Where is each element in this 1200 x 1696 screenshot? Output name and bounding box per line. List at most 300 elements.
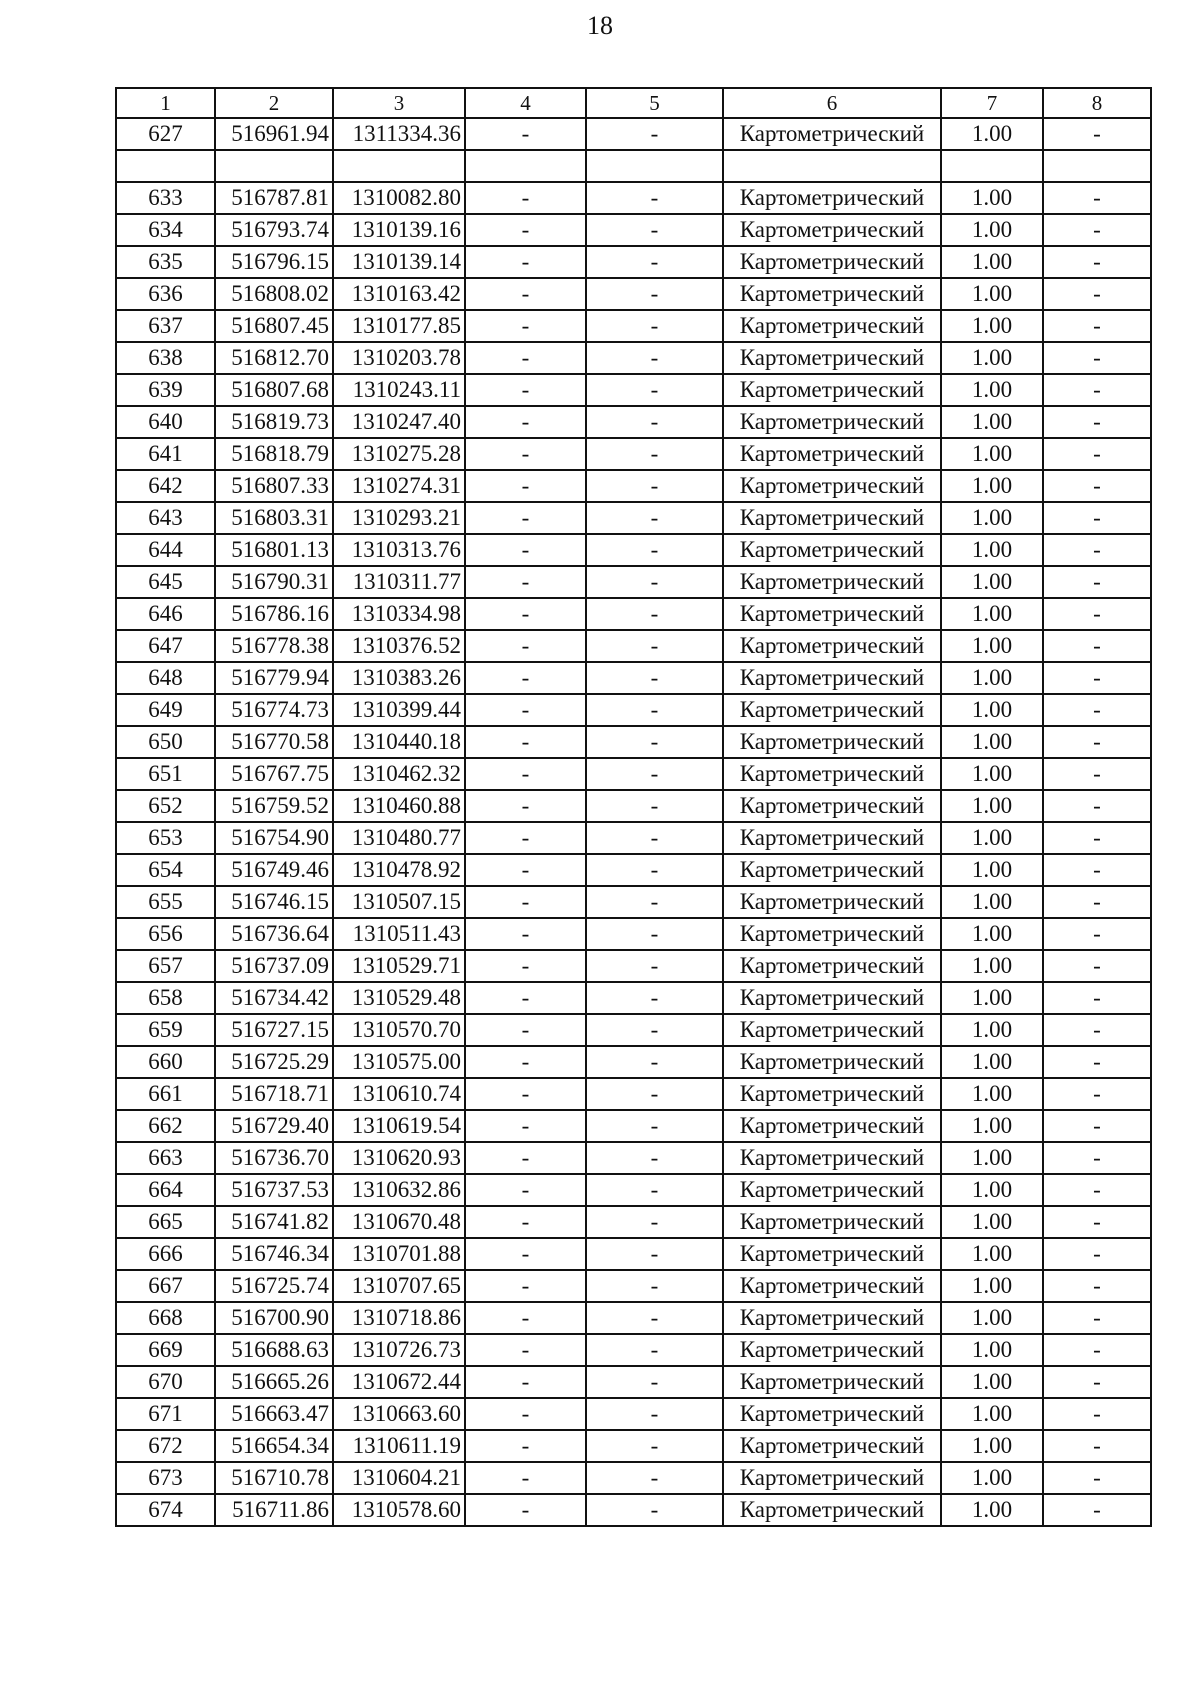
table-row (116, 982, 1151, 1014)
y-coordinate-cell: 1310376.52 (333, 630, 465, 662)
y-coordinate-cell: 1310275.28 (333, 438, 465, 470)
y-coordinate-cell: 1310529.48 (333, 982, 465, 1014)
accuracy-cell: 1.00 (941, 470, 1043, 502)
y-coordinate-cell: 1310139.16 (333, 214, 465, 246)
column-5-cell: - (586, 982, 723, 1014)
column-4-cell: - (465, 502, 586, 534)
method-cell: Картометрический (723, 310, 941, 342)
column-4-cell: - (465, 1494, 586, 1526)
column-8-cell: - (1043, 118, 1151, 150)
x-coordinate-cell: 516807.68 (215, 374, 333, 406)
point-number-cell (116, 150, 215, 182)
table-row (116, 278, 1151, 310)
table-row (116, 1302, 1151, 1334)
column-5-cell: - (586, 1174, 723, 1206)
accuracy-cell: 1.00 (941, 1366, 1043, 1398)
y-coordinate-cell: 1310243.11 (333, 374, 465, 406)
point-number-cell: 636 (116, 278, 215, 310)
column-5-cell: - (586, 470, 723, 502)
x-coordinate-cell: 516778.38 (215, 630, 333, 662)
y-coordinate-cell: 1310480.77 (333, 822, 465, 854)
method-cell: Картометрический (723, 1174, 941, 1206)
point-number-cell: 670 (116, 1366, 215, 1398)
column-8-cell: - (1043, 1110, 1151, 1142)
y-coordinate-cell: 1310570.70 (333, 1014, 465, 1046)
x-coordinate-cell: 516796.15 (215, 246, 333, 278)
table-row (116, 374, 1151, 406)
coordinates-table (115, 87, 1152, 1527)
column-header: 8 (1043, 88, 1151, 118)
accuracy-cell: 1.00 (941, 982, 1043, 1014)
column-5-cell: - (586, 1206, 723, 1238)
column-8-cell: - (1043, 1334, 1151, 1366)
header-row (116, 88, 1151, 118)
x-coordinate-cell: 516786.16 (215, 598, 333, 630)
column-4-cell: - (465, 1366, 586, 1398)
point-number-cell: 635 (116, 246, 215, 278)
point-number-cell: 674 (116, 1494, 215, 1526)
accuracy-cell: 1.00 (941, 1142, 1043, 1174)
column-5-cell: - (586, 534, 723, 566)
y-coordinate-cell: 1310726.73 (333, 1334, 465, 1366)
column-5-cell: - (586, 950, 723, 982)
column-8-cell: - (1043, 758, 1151, 790)
table-header (116, 88, 1151, 118)
table-row (116, 822, 1151, 854)
column-4-cell: - (465, 1014, 586, 1046)
table-row (116, 918, 1151, 950)
accuracy-cell: 1.00 (941, 758, 1043, 790)
method-cell: Картометрический (723, 854, 941, 886)
accuracy-cell: 1.00 (941, 630, 1043, 662)
x-coordinate-cell: 516767.75 (215, 758, 333, 790)
table-row (116, 534, 1151, 566)
accuracy-cell: 1.00 (941, 1046, 1043, 1078)
point-number-cell: 673 (116, 1462, 215, 1494)
point-number-cell: 660 (116, 1046, 215, 1078)
column-4-cell: - (465, 1270, 586, 1302)
column-8-cell: - (1043, 1462, 1151, 1494)
x-coordinate-cell: 516700.90 (215, 1302, 333, 1334)
column-5-cell: - (586, 1462, 723, 1494)
accuracy-cell: 1.00 (941, 822, 1043, 854)
column-4-cell: - (465, 182, 586, 214)
column-5-cell: - (586, 918, 723, 950)
method-cell: Картометрический (723, 374, 941, 406)
column-8-cell: - (1043, 630, 1151, 662)
accuracy-cell: 1.00 (941, 534, 1043, 566)
point-number-cell: 667 (116, 1270, 215, 1302)
table-row (116, 1462, 1151, 1494)
column-4-cell: - (465, 1206, 586, 1238)
method-cell: Картометрический (723, 1206, 941, 1238)
method-cell: Картометрический (723, 598, 941, 630)
y-coordinate-cell: 1310611.19 (333, 1430, 465, 1462)
y-coordinate-cell: 1310203.78 (333, 342, 465, 374)
point-number-cell: 657 (116, 950, 215, 982)
x-coordinate-cell: 516711.86 (215, 1494, 333, 1526)
table-row (116, 694, 1151, 726)
point-number-cell: 648 (116, 662, 215, 694)
column-5-cell: - (586, 1334, 723, 1366)
accuracy-cell: 1.00 (941, 374, 1043, 406)
table-row (116, 598, 1151, 630)
x-coordinate-cell: 516727.15 (215, 1014, 333, 1046)
column-8-cell: - (1043, 1430, 1151, 1462)
point-number-cell: 654 (116, 854, 215, 886)
column-4-cell: - (465, 854, 586, 886)
column-4-cell: - (465, 886, 586, 918)
x-coordinate-cell: 516759.52 (215, 790, 333, 822)
column-5-cell: - (586, 694, 723, 726)
accuracy-cell: 1.00 (941, 1238, 1043, 1270)
column-8-cell: - (1043, 1238, 1151, 1270)
table-row (116, 854, 1151, 886)
y-coordinate-cell: 1310293.21 (333, 502, 465, 534)
table-row (116, 1014, 1151, 1046)
table-row (116, 630, 1151, 662)
point-number-cell: 672 (116, 1430, 215, 1462)
column-8-cell: - (1043, 1078, 1151, 1110)
table-row (116, 1270, 1151, 1302)
point-number-cell: 639 (116, 374, 215, 406)
y-coordinate-cell: 1310247.40 (333, 406, 465, 438)
table-row (116, 662, 1151, 694)
column-8-cell: - (1043, 1398, 1151, 1430)
column-5-cell: - (586, 342, 723, 374)
column-4-cell: - (465, 1046, 586, 1078)
point-number-cell: 640 (116, 406, 215, 438)
column-5-cell: - (586, 182, 723, 214)
y-coordinate-cell: 1310383.26 (333, 662, 465, 694)
column-4-cell: - (465, 694, 586, 726)
method-cell: Картометрический (723, 822, 941, 854)
table-row (116, 1494, 1151, 1526)
column-8-cell: - (1043, 1270, 1151, 1302)
point-number-cell: 644 (116, 534, 215, 566)
method-cell: Картометрический (723, 182, 941, 214)
point-number-cell: 651 (116, 758, 215, 790)
column-4-cell: - (465, 1302, 586, 1334)
column-4-cell: - (465, 1462, 586, 1494)
column-8-cell: - (1043, 534, 1151, 566)
point-number-cell: 661 (116, 1078, 215, 1110)
column-4-cell: - (465, 214, 586, 246)
column-5-cell: - (586, 1430, 723, 1462)
column-8-cell: - (1043, 406, 1151, 438)
table-row (116, 886, 1151, 918)
column-8-cell: - (1043, 182, 1151, 214)
x-coordinate-cell: 516746.15 (215, 886, 333, 918)
column-4-cell: - (465, 566, 586, 598)
x-coordinate-cell: 516961.94 (215, 118, 333, 150)
y-coordinate-cell: 1310604.21 (333, 1462, 465, 1494)
method-cell: Картометрический (723, 118, 941, 150)
column-8-cell: - (1043, 662, 1151, 694)
point-number-cell: 665 (116, 1206, 215, 1238)
column-5-cell: - (586, 1110, 723, 1142)
x-coordinate-cell: 516688.63 (215, 1334, 333, 1366)
column-8-cell: - (1043, 214, 1151, 246)
method-cell: Картометрический (723, 1078, 941, 1110)
y-coordinate-cell: 1310334.98 (333, 598, 465, 630)
column-8-cell: - (1043, 566, 1151, 598)
x-coordinate-cell: 516807.45 (215, 310, 333, 342)
table-row (116, 1046, 1151, 1078)
accuracy-cell: 1.00 (941, 1078, 1043, 1110)
column-4-cell: - (465, 982, 586, 1014)
x-coordinate-cell: 516808.02 (215, 278, 333, 310)
column-8-cell: - (1043, 310, 1151, 342)
column-8-cell: - (1043, 1302, 1151, 1334)
table-row (116, 790, 1151, 822)
column-4-cell: - (465, 118, 586, 150)
column-4-cell: - (465, 1238, 586, 1270)
x-coordinate-cell: 516654.34 (215, 1430, 333, 1462)
column-5-cell: - (586, 726, 723, 758)
column-5-cell: - (586, 214, 723, 246)
column-5-cell: - (586, 886, 723, 918)
column-5-cell: - (586, 1494, 723, 1526)
column-8-cell (1043, 150, 1151, 182)
x-coordinate-cell: 516737.53 (215, 1174, 333, 1206)
column-8-cell: - (1043, 1142, 1151, 1174)
column-8-cell: - (1043, 886, 1151, 918)
y-coordinate-cell: 1310575.00 (333, 1046, 465, 1078)
method-cell: Картометрический (723, 1462, 941, 1494)
column-5-cell: - (586, 1078, 723, 1110)
column-8-cell: - (1043, 950, 1151, 982)
x-coordinate-cell: 516790.31 (215, 566, 333, 598)
table-row (116, 1078, 1151, 1110)
column-5-cell: - (586, 630, 723, 662)
accuracy-cell: 1.00 (941, 502, 1043, 534)
y-coordinate-cell: 1310663.60 (333, 1398, 465, 1430)
method-cell: Картометрический (723, 278, 941, 310)
column-4-cell: - (465, 1334, 586, 1366)
table-row (116, 502, 1151, 534)
method-cell: Картометрический (723, 662, 941, 694)
column-8-cell: - (1043, 278, 1151, 310)
accuracy-cell: 1.00 (941, 950, 1043, 982)
column-5-cell: - (586, 278, 723, 310)
point-number-cell: 671 (116, 1398, 215, 1430)
method-cell: Картометрический (723, 982, 941, 1014)
accuracy-cell: 1.00 (941, 1462, 1043, 1494)
point-number-cell: 656 (116, 918, 215, 950)
column-4-cell: - (465, 662, 586, 694)
column-5-cell: - (586, 1398, 723, 1430)
x-coordinate-cell: 516801.13 (215, 534, 333, 566)
table-row (116, 118, 1151, 150)
accuracy-cell: 1.00 (941, 118, 1043, 150)
accuracy-cell: 1.00 (941, 1494, 1043, 1526)
table-row (116, 310, 1151, 342)
y-coordinate-cell: 1310163.42 (333, 278, 465, 310)
y-coordinate-cell: 1311334.36 (333, 118, 465, 150)
column-5-cell: - (586, 310, 723, 342)
x-coordinate-cell: 516741.82 (215, 1206, 333, 1238)
y-coordinate-cell: 1310578.60 (333, 1494, 465, 1526)
method-cell: Картометрический (723, 918, 941, 950)
accuracy-cell: 1.00 (941, 1174, 1043, 1206)
accuracy-cell: 1.00 (941, 1014, 1043, 1046)
column-8-cell: - (1043, 342, 1151, 374)
accuracy-cell: 1.00 (941, 854, 1043, 886)
accuracy-cell: 1.00 (941, 1302, 1043, 1334)
column-5-cell: - (586, 1366, 723, 1398)
column-5-cell: - (586, 1238, 723, 1270)
table-row (116, 1174, 1151, 1206)
table-row (116, 1398, 1151, 1430)
x-coordinate-cell: 516663.47 (215, 1398, 333, 1430)
column-5-cell: - (586, 566, 723, 598)
column-4-cell: - (465, 406, 586, 438)
column-header: 3 (333, 88, 465, 118)
column-4-cell: - (465, 1110, 586, 1142)
y-coordinate-cell: 1310399.44 (333, 694, 465, 726)
method-cell: Картометрический (723, 1302, 941, 1334)
point-number-cell: 652 (116, 790, 215, 822)
table-row (116, 214, 1151, 246)
point-number-cell: 646 (116, 598, 215, 630)
column-4-cell: - (465, 1174, 586, 1206)
x-coordinate-cell: 516665.26 (215, 1366, 333, 1398)
x-coordinate-cell: 516754.90 (215, 822, 333, 854)
column-5-cell: - (586, 822, 723, 854)
column-8-cell: - (1043, 790, 1151, 822)
column-5-cell: - (586, 1142, 723, 1174)
column-8-cell: - (1043, 1366, 1151, 1398)
accuracy-cell: 1.00 (941, 278, 1043, 310)
y-coordinate-cell: 1310507.15 (333, 886, 465, 918)
column-8-cell: - (1043, 374, 1151, 406)
column-8-cell: - (1043, 982, 1151, 1014)
y-coordinate-cell: 1310707.65 (333, 1270, 465, 1302)
x-coordinate-cell: 516725.29 (215, 1046, 333, 1078)
method-cell: Картометрический (723, 470, 941, 502)
accuracy-cell: 1.00 (941, 566, 1043, 598)
point-number-cell: 627 (116, 118, 215, 150)
x-coordinate-cell (215, 150, 333, 182)
point-number-cell: 637 (116, 310, 215, 342)
method-cell: Картометрический (723, 630, 941, 662)
method-cell: Картометрический (723, 694, 941, 726)
method-cell (723, 150, 941, 182)
y-coordinate-cell: 1310529.71 (333, 950, 465, 982)
accuracy-cell: 1.00 (941, 1270, 1043, 1302)
accuracy-cell: 1.00 (941, 918, 1043, 950)
accuracy-cell: 1.00 (941, 1206, 1043, 1238)
column-5-cell: - (586, 662, 723, 694)
column-4-cell: - (465, 790, 586, 822)
method-cell: Картометрический (723, 1334, 941, 1366)
method-cell: Картометрический (723, 950, 941, 982)
point-number-cell: 663 (116, 1142, 215, 1174)
accuracy-cell: 1.00 (941, 662, 1043, 694)
method-cell: Картометрический (723, 342, 941, 374)
point-number-cell: 650 (116, 726, 215, 758)
accuracy-cell: 1.00 (941, 214, 1043, 246)
y-coordinate-cell: 1310610.74 (333, 1078, 465, 1110)
column-8-cell: - (1043, 918, 1151, 950)
accuracy-cell: 1.00 (941, 726, 1043, 758)
point-number-cell: 666 (116, 1238, 215, 1270)
method-cell: Картометрический (723, 1014, 941, 1046)
accuracy-cell: 1.00 (941, 694, 1043, 726)
point-number-cell: 638 (116, 342, 215, 374)
x-coordinate-cell: 516746.34 (215, 1238, 333, 1270)
table-body (116, 118, 1151, 1526)
y-coordinate-cell: 1310670.48 (333, 1206, 465, 1238)
table-row (116, 1366, 1151, 1398)
x-coordinate-cell: 516736.70 (215, 1142, 333, 1174)
column-4-cell: - (465, 630, 586, 662)
accuracy-cell: 1.00 (941, 182, 1043, 214)
method-cell: Картометрический (723, 758, 941, 790)
column-header: 7 (941, 88, 1043, 118)
point-number-cell: 649 (116, 694, 215, 726)
accuracy-cell: 1.00 (941, 438, 1043, 470)
point-number-cell: 653 (116, 822, 215, 854)
column-5-cell: - (586, 406, 723, 438)
column-8-cell: - (1043, 598, 1151, 630)
x-coordinate-cell: 516819.73 (215, 406, 333, 438)
table-row (116, 246, 1151, 278)
y-coordinate-cell: 1310718.86 (333, 1302, 465, 1334)
column-5-cell: - (586, 438, 723, 470)
x-coordinate-cell: 516779.94 (215, 662, 333, 694)
column-8-cell: - (1043, 438, 1151, 470)
table-row (116, 566, 1151, 598)
column-8-cell: - (1043, 470, 1151, 502)
column-4-cell: - (465, 1398, 586, 1430)
y-coordinate-cell: 1310620.93 (333, 1142, 465, 1174)
column-8-cell: - (1043, 502, 1151, 534)
column-4-cell: - (465, 470, 586, 502)
x-coordinate-cell: 516736.64 (215, 918, 333, 950)
method-cell: Картометрический (723, 1238, 941, 1270)
column-8-cell: - (1043, 726, 1151, 758)
table-row (116, 438, 1151, 470)
y-coordinate-cell: 1310460.88 (333, 790, 465, 822)
column-4-cell: - (465, 278, 586, 310)
y-coordinate-cell: 1310462.32 (333, 758, 465, 790)
accuracy-cell (941, 150, 1043, 182)
column-5-cell: - (586, 790, 723, 822)
table-row (116, 1142, 1151, 1174)
accuracy-cell: 1.00 (941, 342, 1043, 374)
column-4-cell: - (465, 758, 586, 790)
table-row (116, 470, 1151, 502)
column-8-cell: - (1043, 1174, 1151, 1206)
y-coordinate-cell: 1310478.92 (333, 854, 465, 886)
y-coordinate-cell: 1310082.80 (333, 182, 465, 214)
x-coordinate-cell: 516818.79 (215, 438, 333, 470)
table-row (116, 1238, 1151, 1270)
page-number: 18 (587, 11, 613, 40)
point-number-cell: 642 (116, 470, 215, 502)
y-coordinate-cell: 1310313.76 (333, 534, 465, 566)
accuracy-cell: 1.00 (941, 1398, 1043, 1430)
column-4-cell: - (465, 246, 586, 278)
table-row (116, 1110, 1151, 1142)
column-5-cell: - (586, 118, 723, 150)
column-4-cell (465, 150, 586, 182)
x-coordinate-cell: 516737.09 (215, 950, 333, 982)
column-8-cell: - (1043, 1014, 1151, 1046)
y-coordinate-cell: 1310274.31 (333, 470, 465, 502)
